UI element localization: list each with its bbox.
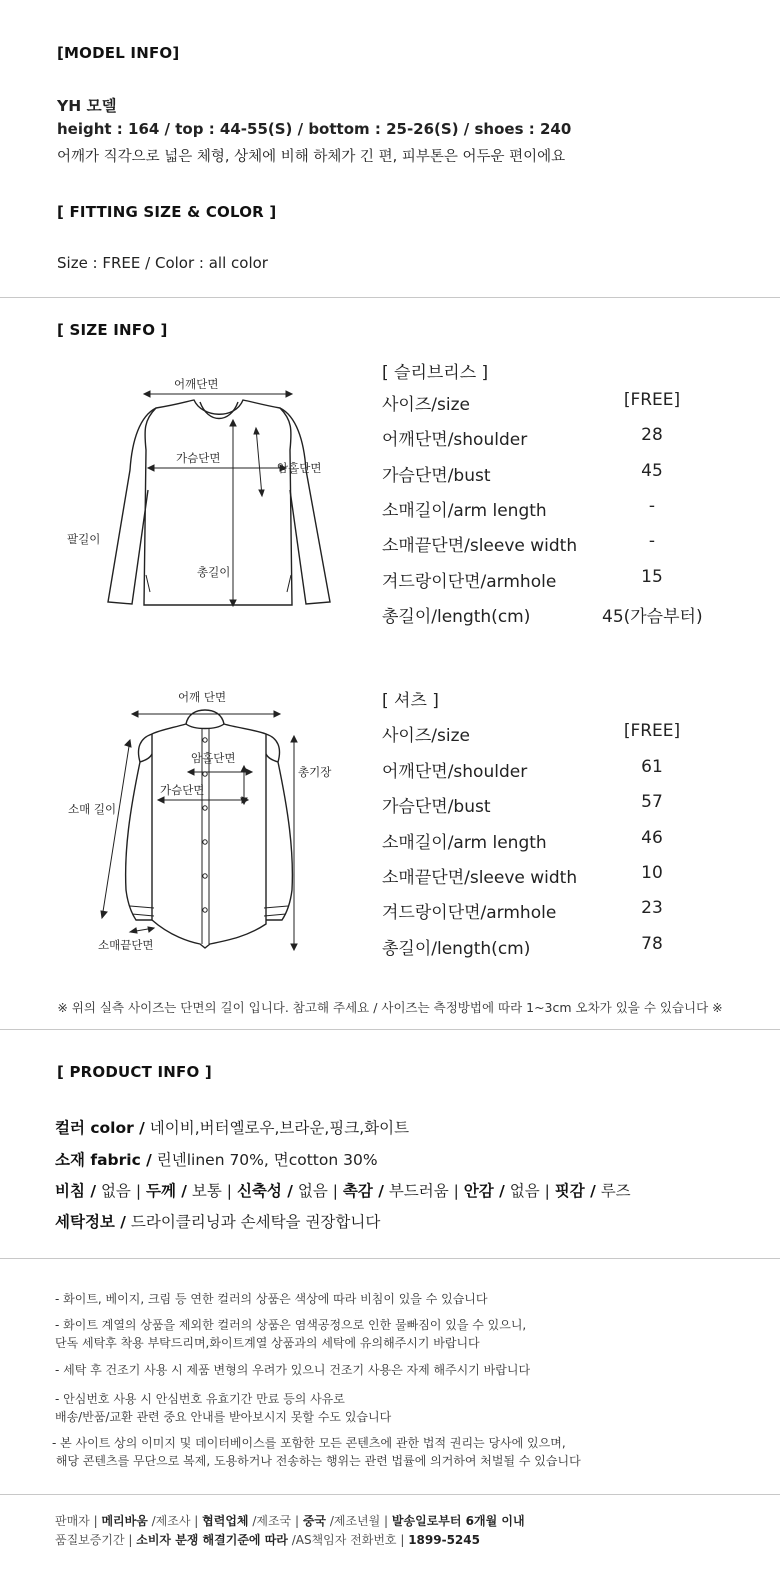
country-name: 중국: [302, 1514, 327, 1528]
size-row-label: 겨드랑이단면/armhole: [382, 903, 557, 923]
footer-line-1: [55, 1512, 525, 1529]
fabric-value: 린넨linen 70%, 면cotton 30%: [151, 1151, 378, 1169]
size-row: [382, 425, 702, 453]
size-row-label: 총길이/length(cm): [382, 607, 531, 627]
attr-separator: |: [448, 1182, 464, 1200]
shirt-diagram: [60, 700, 360, 960]
size-row-label: 소매길이/arm length: [382, 501, 547, 521]
care-note: [52, 1434, 581, 1470]
color-line: [55, 1116, 409, 1138]
attr-label: 핏감 /: [554, 1182, 596, 1200]
care-note-line: - 안심번호 사용 시 안심번호 유효기간 만료 등의 사유로: [55, 1392, 345, 1406]
care-note-line: 단독 세탁후 착용 부탁드리며,화이트계열 상품과의 세탁에 유의해주시기 바랍니다: [55, 1336, 480, 1350]
care-note-line: - 화이트 계열의 상품을 제외한 컬러의 상품은 염색공정으로 인한 물빠짐이 있을 수 있으니,: [55, 1318, 527, 1332]
sleeveless-diagram: [60, 370, 350, 625]
size-row-value: 28: [641, 425, 663, 445]
size-row: [382, 757, 702, 785]
size-row: [382, 898, 702, 926]
seller-name: 메리바움: [101, 1514, 148, 1528]
footer-line-2: [55, 1531, 480, 1548]
sleeveless-length-label: 총길이: [197, 565, 231, 579]
care-note: [55, 1290, 488, 1308]
attr-value: 없음: [96, 1182, 131, 1200]
fitting-heading: [ FITTING SIZE & COLOR ]: [57, 203, 277, 221]
model-description: 어깨가 직각으로 넓은 체형, 상체에 비해 하체가 긴 편, 피부톤은 어두운 편이에요: [57, 149, 566, 165]
care-note-line: - 세탁 후 건조기 사용 시 제품 변형의 우려가 있으니 건조기 사용은 자제 해주시기 바랍니다: [55, 1363, 531, 1377]
size-row-label: 총길이/length(cm): [382, 939, 531, 959]
section-divider: [0, 297, 780, 298]
model-name: YH 모델: [57, 97, 117, 115]
fabric-line: [55, 1148, 378, 1170]
attr-separator: |: [221, 1182, 237, 1200]
wash-label: 세탁정보 /: [55, 1213, 126, 1231]
section-divider: [0, 1258, 780, 1259]
attribute-line: [55, 1179, 631, 1201]
size-row-value: 61: [641, 757, 663, 777]
footer-text: /AS책임자 전화번호 |: [287, 1533, 409, 1547]
size-row-value: 45(가슴부터): [602, 607, 703, 627]
size-row-label: 사이즈/size: [382, 726, 470, 746]
wash-line: [55, 1210, 380, 1232]
warranty-value: 소비자 분쟁 해결기준에 따라: [136, 1533, 288, 1547]
fabric-label: 소재 fabric /: [55, 1151, 152, 1169]
care-note-line: 배송/반품/교환 관련 중요 안내를 받아보시지 못할 수도 있습니다: [55, 1410, 392, 1424]
sleeveless-table-title: [ 슬리브리스 ]: [382, 363, 489, 383]
shirt-shoulder-label: 어깨 단면: [178, 690, 227, 704]
shirt-armhole-label: 암홀단면: [191, 751, 236, 765]
attr-value: 없음: [504, 1182, 540, 1200]
attr-value: 루즈: [595, 1182, 631, 1200]
footer-text: /제조국 |: [248, 1514, 303, 1528]
footer-text: 품질보증기간 |: [55, 1533, 137, 1547]
section-divider: [0, 1494, 780, 1495]
size-row-value: 46: [641, 828, 663, 848]
size-row-label: 소매길이/arm length: [382, 833, 547, 853]
shirt-sleeve-label: 소매 길이: [68, 802, 117, 816]
attr-label: 신축성 /: [236, 1182, 293, 1200]
size-row-label: 가슴단면/bust: [382, 797, 491, 817]
size-row: [382, 934, 702, 962]
attr-label: 촉감 /: [342, 1182, 384, 1200]
footer-text: /제조년월 |: [326, 1514, 392, 1528]
size-row: [382, 602, 702, 630]
manufacturer-name: 협력업체: [202, 1514, 249, 1528]
attr-label: 안감 /: [463, 1182, 505, 1200]
color-label: 컬러 color /: [55, 1119, 145, 1137]
size-row-label: 어깨단면/shoulder: [382, 762, 528, 782]
attr-value: 보통: [186, 1182, 222, 1200]
attr-value: 부드러움: [383, 1182, 449, 1200]
size-row-label: 소매끝단면/sleeve width: [382, 536, 578, 556]
size-note: ※ 위의 실측 사이즈는 단면의 길이 입니다. 참고해 주세요 / 사이즈는 측정방법에 따라 1~3cm 오차가 있을 수 있습니다 ※: [57, 1000, 723, 1015]
size-row: [382, 567, 702, 595]
size-row: [382, 496, 702, 524]
size-row-label: 가슴단면/bust: [382, 466, 491, 486]
care-note: [55, 1361, 530, 1379]
size-row: [382, 461, 702, 489]
size-row-value: 57: [641, 792, 663, 812]
care-note: [55, 1390, 391, 1426]
shirt-cuff-label: 소매끝단면: [98, 938, 154, 952]
size-row-value: [FREE]: [623, 721, 681, 741]
shirt-table-title: [ 셔츠 ]: [382, 691, 439, 711]
section-divider: [0, 1029, 780, 1030]
size-row-value: [FREE]: [623, 390, 681, 410]
care-note-line: - 화이트, 베이지, 크림 등 연한 컬러의 상품은 색상에 따라 비침이 있을 수 있습니다: [55, 1292, 488, 1306]
attr-label: 비침 /: [55, 1182, 97, 1200]
model-info-heading: [MODEL INFO]: [57, 44, 180, 62]
color-value: 네이비,버터옐로우,브라운,핑크,화이트: [144, 1119, 410, 1137]
size-row-value: 23: [641, 898, 663, 918]
footer-text: 판매자 |: [55, 1514, 102, 1528]
size-row: [382, 828, 702, 856]
attr-separator: |: [130, 1182, 146, 1200]
attr-separator: |: [539, 1182, 555, 1200]
care-note: [55, 1316, 526, 1352]
size-row-label: 소매끝단면/sleeve width: [382, 868, 578, 888]
manufacture-date: 발송일로부터 6개월 이내: [391, 1514, 525, 1528]
care-note-line: - 본 사이트 상의 이미지 및 데이터베이스를 포함한 모든 콘텐츠에 관한 법적 권리는 당사에 있으며,: [52, 1436, 566, 1450]
size-row-value: 10: [641, 863, 663, 883]
product-info-heading: [ PRODUCT INFO ]: [57, 1063, 212, 1081]
attr-value: 없음: [292, 1182, 328, 1200]
size-row-value: 45: [641, 461, 663, 481]
shirt-total-label: 총기장: [298, 765, 332, 779]
sleeveless-bust-label: 가슴단면: [176, 451, 221, 465]
size-row-value: -: [648, 531, 656, 551]
size-row-label: 사이즈/size: [382, 395, 470, 415]
attr-separator: |: [327, 1182, 343, 1200]
sleeveless-arm-label: 팔길이: [67, 532, 101, 546]
shirt-bust-label: 가슴단면: [160, 783, 205, 797]
care-note-line: 해당 콘텐츠를 무단으로 복제, 도용하거나 전송하는 행위는 관련 법률에 의거하여 처벌될 수 있습니다: [52, 1454, 581, 1468]
footer-text: /제조사 |: [147, 1514, 203, 1528]
as-phone-number: 1899-5245: [408, 1533, 480, 1547]
size-row-label: 겨드랑이단면/armhole: [382, 572, 557, 592]
size-row: [382, 531, 702, 559]
size-row-value: 78: [641, 934, 663, 954]
size-row-value: 15: [641, 567, 663, 587]
wash-value: 드라이클리닝과 손세탁을 권장합니다: [125, 1213, 381, 1231]
size-row: [382, 792, 702, 820]
sleeveless-shoulder-label: 어깨단면: [174, 377, 219, 391]
size-info-heading: [ SIZE INFO ]: [57, 321, 168, 339]
model-measurements: height : 164 / top : 44-55(S) / bottom : 25-26(S) / shoes : 240: [57, 120, 572, 138]
sleeveless-armhole-label: 암홀단면: [277, 461, 322, 475]
size-row-value: -: [648, 496, 656, 516]
size-row-label: 어깨단면/shoulder: [382, 430, 528, 450]
size-row: [382, 390, 702, 418]
size-row: [382, 863, 702, 891]
size-row: [382, 721, 702, 749]
attr-label: 두께 /: [145, 1182, 187, 1200]
fitting-value: Size : FREE / Color : all color: [57, 254, 268, 272]
